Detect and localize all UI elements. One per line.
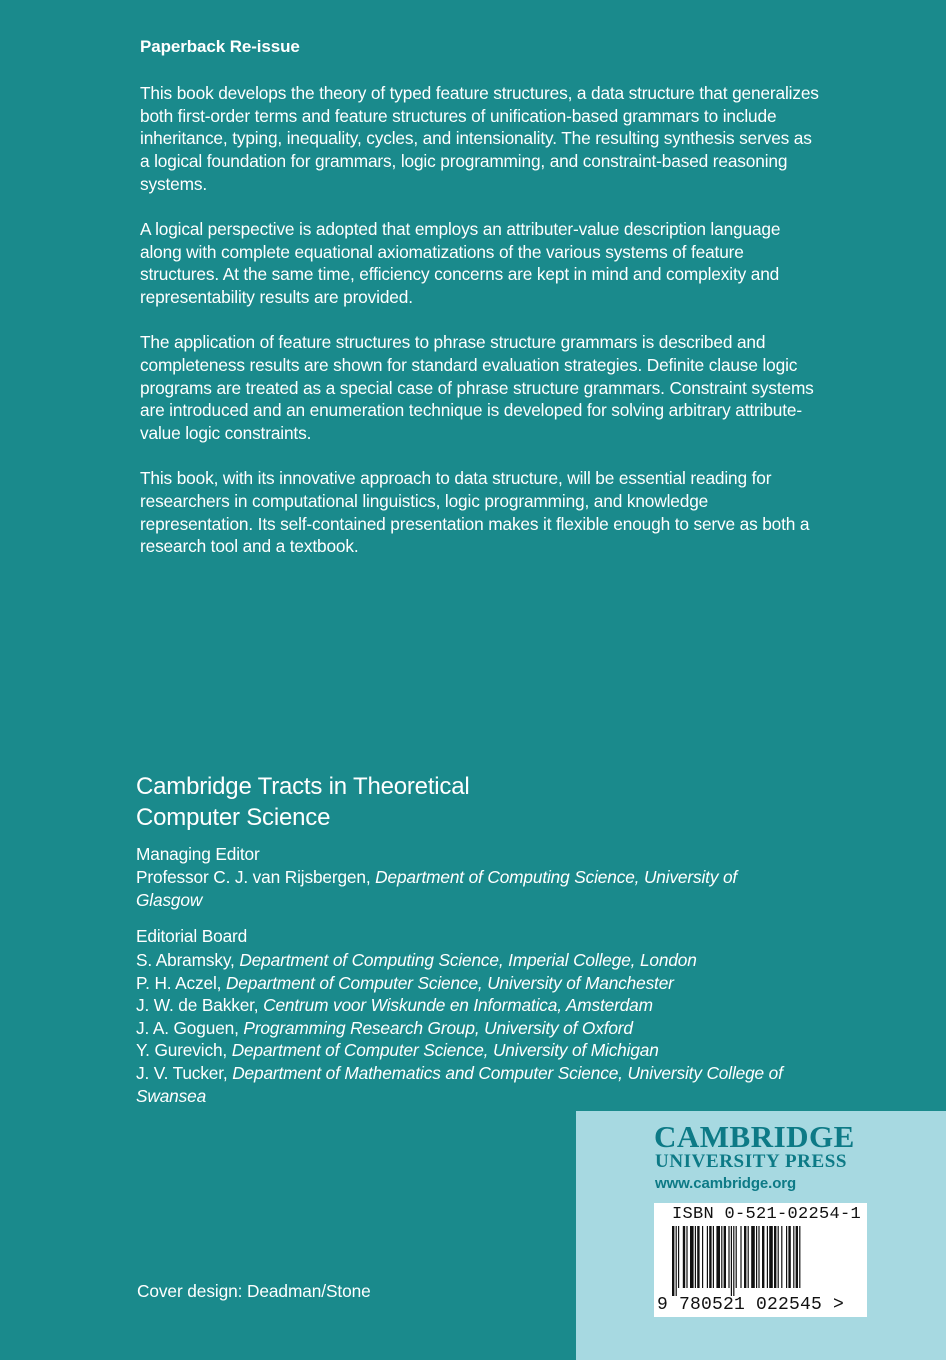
barcode-bar bbox=[731, 1226, 732, 1296]
barcode-bar bbox=[778, 1226, 779, 1288]
barcode-bar bbox=[781, 1226, 782, 1288]
board-member-name: J. A. Goguen, bbox=[136, 1017, 244, 1038]
barcode-bar bbox=[796, 1226, 798, 1288]
barcode-bar bbox=[788, 1226, 790, 1288]
board-member-name: J. V. Tucker, bbox=[136, 1062, 233, 1083]
barcode-bar bbox=[744, 1226, 746, 1288]
edition-label: Paperback Re-issue bbox=[140, 37, 300, 56]
barcode-bar bbox=[728, 1226, 729, 1288]
barcode-bar bbox=[676, 1226, 677, 1296]
barcode-bar bbox=[799, 1226, 800, 1288]
barcode-bar bbox=[748, 1226, 749, 1288]
board-member-name: J. W. de Bakker, bbox=[136, 995, 264, 1016]
barcode-bar bbox=[769, 1226, 773, 1288]
board-member-affiliation: Centrum voor Wiskunde en Informatica, Amsterdam bbox=[263, 995, 653, 1016]
barcode-bar bbox=[758, 1226, 759, 1288]
ean-digits: 9 780521 022545 > bbox=[657, 1295, 845, 1315]
barcode-bar bbox=[724, 1226, 726, 1288]
description-paragraph-3: The application of feature structures to phrase structure grammars is described and completeness results are shown for standard evaluation strategies. Definite clause logic programs are treated as a special case of phrase structure grammars. Constraint systems are introduced and an enumeration technique is developed for solving arbitrary attribute-value logic constraints. bbox=[140, 332, 814, 444]
board-member-name: S. Abramsky, bbox=[136, 950, 240, 970]
barcode-bar bbox=[767, 1226, 768, 1288]
barcode-bar bbox=[702, 1226, 703, 1288]
board-member-name: Y. Gurevich, bbox=[136, 1040, 232, 1061]
description-paragraph-2: A logical perspective is adopted that employs an attributer-value description language along with complete equational axiomatizations of the various systems of feature structures. At the same time, efficiency concerns are kept in mind and complexity and representability results are provided. bbox=[140, 219, 781, 308]
board-member bbox=[136, 994, 796, 1017]
isbn-label: ISBN 0-521-02254-1 bbox=[672, 1205, 862, 1224]
board-member bbox=[136, 1039, 796, 1062]
editorial-board-list bbox=[136, 949, 796, 1107]
barcode-bar bbox=[713, 1226, 714, 1288]
barcode-bar bbox=[756, 1226, 757, 1288]
board-member bbox=[136, 949, 796, 972]
barcode-bar bbox=[678, 1226, 679, 1288]
board-member bbox=[136, 1017, 796, 1040]
board-member-affiliation: Department of Computer Science, University of Michigan bbox=[231, 1040, 659, 1061]
barcode-bar bbox=[716, 1226, 720, 1288]
series-title-line-2: Computer Science bbox=[136, 804, 331, 831]
book-description bbox=[140, 82, 820, 581]
barcode-bar bbox=[707, 1226, 708, 1288]
barcode-bar bbox=[686, 1226, 687, 1288]
barcode-bar bbox=[697, 1226, 699, 1288]
editorial-board-label: Editorial Board bbox=[136, 926, 248, 946]
series-title bbox=[136, 771, 470, 833]
barcode-bar bbox=[695, 1226, 696, 1288]
board-member-affiliation: Department of Mathematics and Computer Science, University College of Swansea bbox=[136, 1062, 783, 1106]
barcode-icon bbox=[672, 1226, 862, 1296]
board-member-name: P. H. Aczel, bbox=[136, 972, 226, 993]
board-member bbox=[136, 972, 796, 995]
managing-editor-name: Professor C. J. van Rijsbergen, bbox=[136, 867, 376, 887]
managing-editor bbox=[136, 866, 756, 911]
barcode-bar bbox=[762, 1226, 764, 1288]
barcode-bar bbox=[690, 1226, 694, 1288]
cover-design-credit: Cover design: Deadman/Stone bbox=[137, 1281, 371, 1301]
publisher-url: www.cambridge.org bbox=[655, 1175, 797, 1192]
description-paragraph-1: This book develops the theory of typed feature structures, a data structure that generalizes both first-order terms and feature structures of unification-based grammars to include inheritance, typing, inequality, cycles, and intensionality. The resulting synthesis serves as a logical foundation for grammars, logic programming, and constraint-based reasoning systems. bbox=[140, 83, 819, 194]
managing-editor-affiliation: Department of Computing Science, University of Glasgow bbox=[136, 867, 738, 910]
board-member-affiliation: Department of Computing Science, Imperial College, London bbox=[239, 950, 697, 970]
managing-editor-label: Managing Editor bbox=[136, 844, 260, 864]
barcode-bar bbox=[736, 1226, 737, 1288]
barcode-bar bbox=[733, 1226, 734, 1296]
barcode-bar bbox=[672, 1226, 674, 1296]
description-paragraph-4: This book, with its innovative approach to data structure, will be essential reading for researchers in computational linguistics, logic programming, and knowledge representation. Its self-contained presentation makes it flexible enough to serve as both a research tool and a textbook. bbox=[140, 468, 810, 557]
barcode-bar bbox=[774, 1226, 776, 1288]
barcode-bar bbox=[740, 1226, 741, 1288]
board-member-affiliation: Programming Research Group, University of Oxford bbox=[243, 1017, 633, 1038]
publisher-logo-name: CAMBRIDGE bbox=[654, 1119, 855, 1154]
barcode-bar bbox=[683, 1226, 685, 1288]
barcode-bar bbox=[709, 1226, 711, 1288]
series-title-line-1: Cambridge Tracts in Theoretical bbox=[136, 773, 470, 800]
board-member bbox=[136, 1062, 796, 1107]
barcode-bar bbox=[751, 1226, 755, 1288]
barcode-bar bbox=[786, 1226, 787, 1288]
barcode-bar bbox=[721, 1226, 722, 1288]
barcode-bar bbox=[793, 1226, 794, 1288]
board-member-affiliation: Department of Computer Science, University of Manchester bbox=[225, 972, 674, 993]
publisher-logo-subname: UNIVERSITY PRESS bbox=[655, 1151, 848, 1172]
